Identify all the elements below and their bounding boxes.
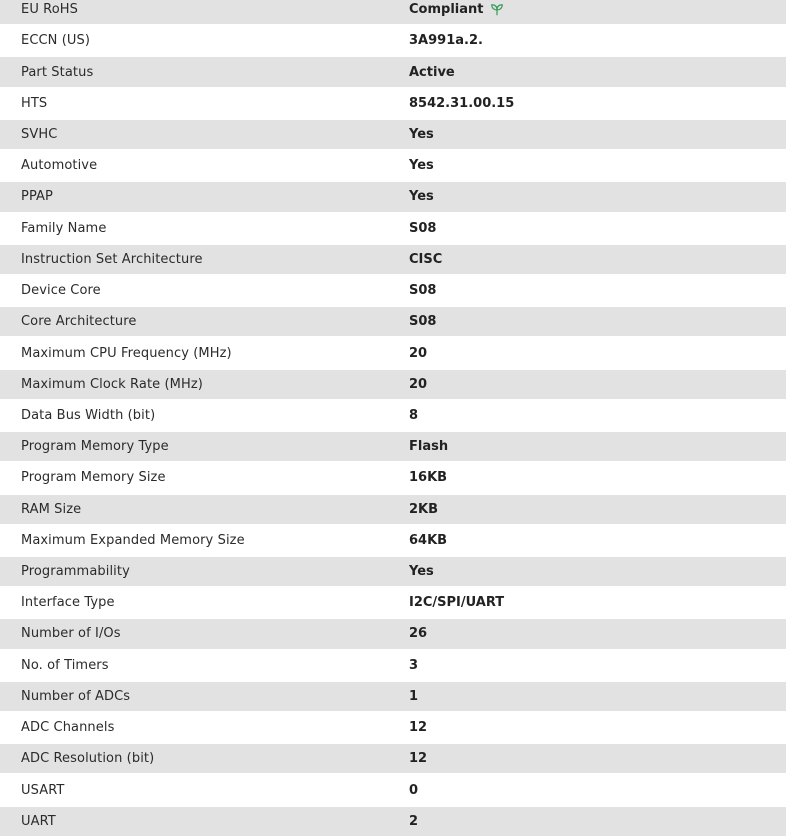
spec-row-inner: [0, 120, 786, 149]
spec-value-text: 16KB: [409, 470, 448, 486]
spec-value-text: S08: [409, 220, 437, 236]
spec-label: ADC Resolution (bit): [21, 751, 155, 767]
spec-label: ADC Channels: [21, 720, 115, 736]
spec-row: [0, 245, 786, 276]
spec-value-text: 8542.31.00.15: [409, 95, 515, 111]
spec-row: [0, 214, 786, 245]
spec-label: Family Name: [21, 220, 107, 236]
spec-value-text: 20: [409, 376, 428, 392]
spec-label: No. of Timers: [21, 657, 109, 673]
spec-row-inner: [0, 463, 786, 492]
spec-value: [409, 626, 427, 641]
spec-label: Automotive: [21, 158, 98, 174]
spec-value-text: 20: [409, 345, 428, 361]
spec-row-inner: [0, 0, 786, 24]
spec-value: [409, 720, 427, 735]
leaf-icon: [490, 3, 504, 17]
spec-row: [0, 151, 786, 182]
spec-row-inner: [0, 557, 786, 586]
spec-label: RAM Size: [21, 501, 82, 517]
spec-label: SVHC: [21, 126, 58, 142]
spec-row-inner: [0, 182, 786, 211]
spec-label: HTS: [21, 95, 48, 111]
spec-row: [0, 495, 786, 526]
spec-row-inner: [0, 245, 786, 274]
spec-row-inner: [0, 682, 786, 711]
spec-value: [409, 2, 504, 17]
spec-row: [0, 182, 786, 213]
spec-row-inner: [0, 619, 786, 648]
spec-value-text: 2: [409, 813, 419, 829]
spec-row-inner: [0, 89, 786, 118]
spec-row-inner: [0, 307, 786, 336]
spec-row: [0, 651, 786, 682]
spec-value-text: Compliant: [409, 2, 484, 18]
spec-value: [409, 346, 427, 361]
spec-row: [0, 463, 786, 494]
spec-value-text: 8: [409, 407, 419, 423]
spec-value-text: Flash: [409, 439, 449, 455]
spec-row-inner: [0, 775, 786, 804]
spec-value: [409, 221, 436, 236]
spec-row-inner: [0, 401, 786, 430]
spec-row: [0, 526, 786, 557]
spec-value-text: S08: [409, 314, 437, 330]
spec-row-inner: [0, 57, 786, 86]
spec-row: [0, 682, 786, 713]
spec-row-inner: [0, 214, 786, 243]
spec-row: [0, 401, 786, 432]
spec-value-text: Active: [409, 64, 455, 80]
spec-label: USART: [21, 782, 65, 798]
spec-value: [409, 658, 418, 673]
spec-row-inner: [0, 807, 786, 836]
spec-value: [409, 470, 447, 485]
spec-label: PPAP: [21, 189, 53, 205]
spec-row: [0, 370, 786, 401]
spec-label: Maximum Clock Rate (MHz): [21, 376, 203, 392]
spec-row-inner: [0, 495, 786, 524]
spec-value: [409, 377, 427, 392]
spec-value: [409, 439, 448, 454]
spec-value: [409, 314, 436, 329]
spec-value: [409, 689, 418, 704]
spec-value-text: Yes: [409, 189, 434, 205]
spec-value: [409, 564, 434, 579]
spec-value-text: 12: [409, 751, 428, 767]
spec-value: [409, 814, 418, 829]
spec-value: [409, 252, 442, 267]
spec-row-inner: [0, 588, 786, 617]
spec-row: [0, 775, 786, 806]
spec-row: [0, 57, 786, 88]
spec-row-inner: [0, 26, 786, 55]
spec-value: [409, 96, 514, 111]
spec-row: [0, 26, 786, 57]
spec-value: [409, 783, 418, 798]
spec-value: [409, 189, 434, 204]
spec-label: Program Memory Type: [21, 439, 169, 455]
spec-value-text: I2C/SPI/UART: [409, 595, 505, 611]
spec-value-text: 2KB: [409, 501, 439, 517]
spec-value: [409, 408, 418, 423]
spec-row-inner: [0, 651, 786, 680]
spec-row: [0, 557, 786, 588]
spec-row: [0, 338, 786, 369]
spec-label: Program Memory Size: [21, 470, 166, 486]
spec-label: Maximum CPU Frequency (MHz): [21, 345, 232, 361]
spec-value-text: Yes: [409, 126, 434, 142]
spec-row: [0, 0, 786, 26]
spec-label: Instruction Set Architecture: [21, 251, 203, 267]
spec-value-text: 64KB: [409, 532, 448, 548]
spec-row-inner: [0, 338, 786, 367]
spec-value-text: S08: [409, 283, 437, 299]
spec-label: Maximum Expanded Memory Size: [21, 532, 245, 548]
spec-value: [409, 33, 483, 48]
spec-value: [409, 595, 504, 610]
spec-value-text: CISC: [409, 251, 443, 267]
spec-row-inner: [0, 713, 786, 742]
spec-row: [0, 89, 786, 120]
spec-row: [0, 744, 786, 775]
spec-value-text: 3: [409, 657, 419, 673]
spec-label: Device Core: [21, 283, 101, 299]
spec-label: Interface Type: [21, 595, 115, 611]
spec-row: [0, 619, 786, 650]
spec-label: Part Status: [21, 64, 94, 80]
spec-value: [409, 283, 436, 298]
spec-row: [0, 276, 786, 307]
spec-label: Number of I/Os: [21, 626, 121, 642]
spec-row-inner: [0, 744, 786, 773]
spec-value-text: 3A991a.2.: [409, 33, 483, 49]
spec-row: [0, 307, 786, 338]
spec-label: Programmability: [21, 564, 130, 580]
spec-value-text: Yes: [409, 564, 434, 580]
spec-label: EU RoHS: [21, 2, 78, 18]
spec-value-text: 1: [409, 688, 419, 704]
spec-label: Number of ADCs: [21, 688, 131, 704]
spec-value: [409, 533, 447, 548]
spec-row-inner: [0, 526, 786, 555]
spec-row: [0, 713, 786, 744]
spec-label: Data Bus Width (bit): [21, 407, 156, 423]
spec-row: [0, 120, 786, 151]
spec-row-inner: [0, 276, 786, 305]
spec-value-text: 12: [409, 720, 428, 736]
spec-row: [0, 588, 786, 619]
spec-row-inner: [0, 432, 786, 461]
spec-value-text: 26: [409, 626, 428, 642]
spec-label: ECCN (US): [21, 33, 91, 49]
spec-row-inner: [0, 151, 786, 180]
spec-label: Core Architecture: [21, 314, 137, 330]
spec-value: [409, 65, 455, 80]
spec-value-text: Yes: [409, 158, 434, 174]
spec-row: [0, 807, 786, 838]
spec-row: [0, 432, 786, 463]
spec-label: UART: [21, 813, 56, 829]
spec-value: [409, 127, 434, 142]
spec-row-inner: [0, 370, 786, 399]
spec-value: [409, 502, 438, 517]
spec-value: [409, 751, 427, 766]
spec-value: [409, 158, 434, 173]
spec-value-text: 0: [409, 782, 419, 798]
